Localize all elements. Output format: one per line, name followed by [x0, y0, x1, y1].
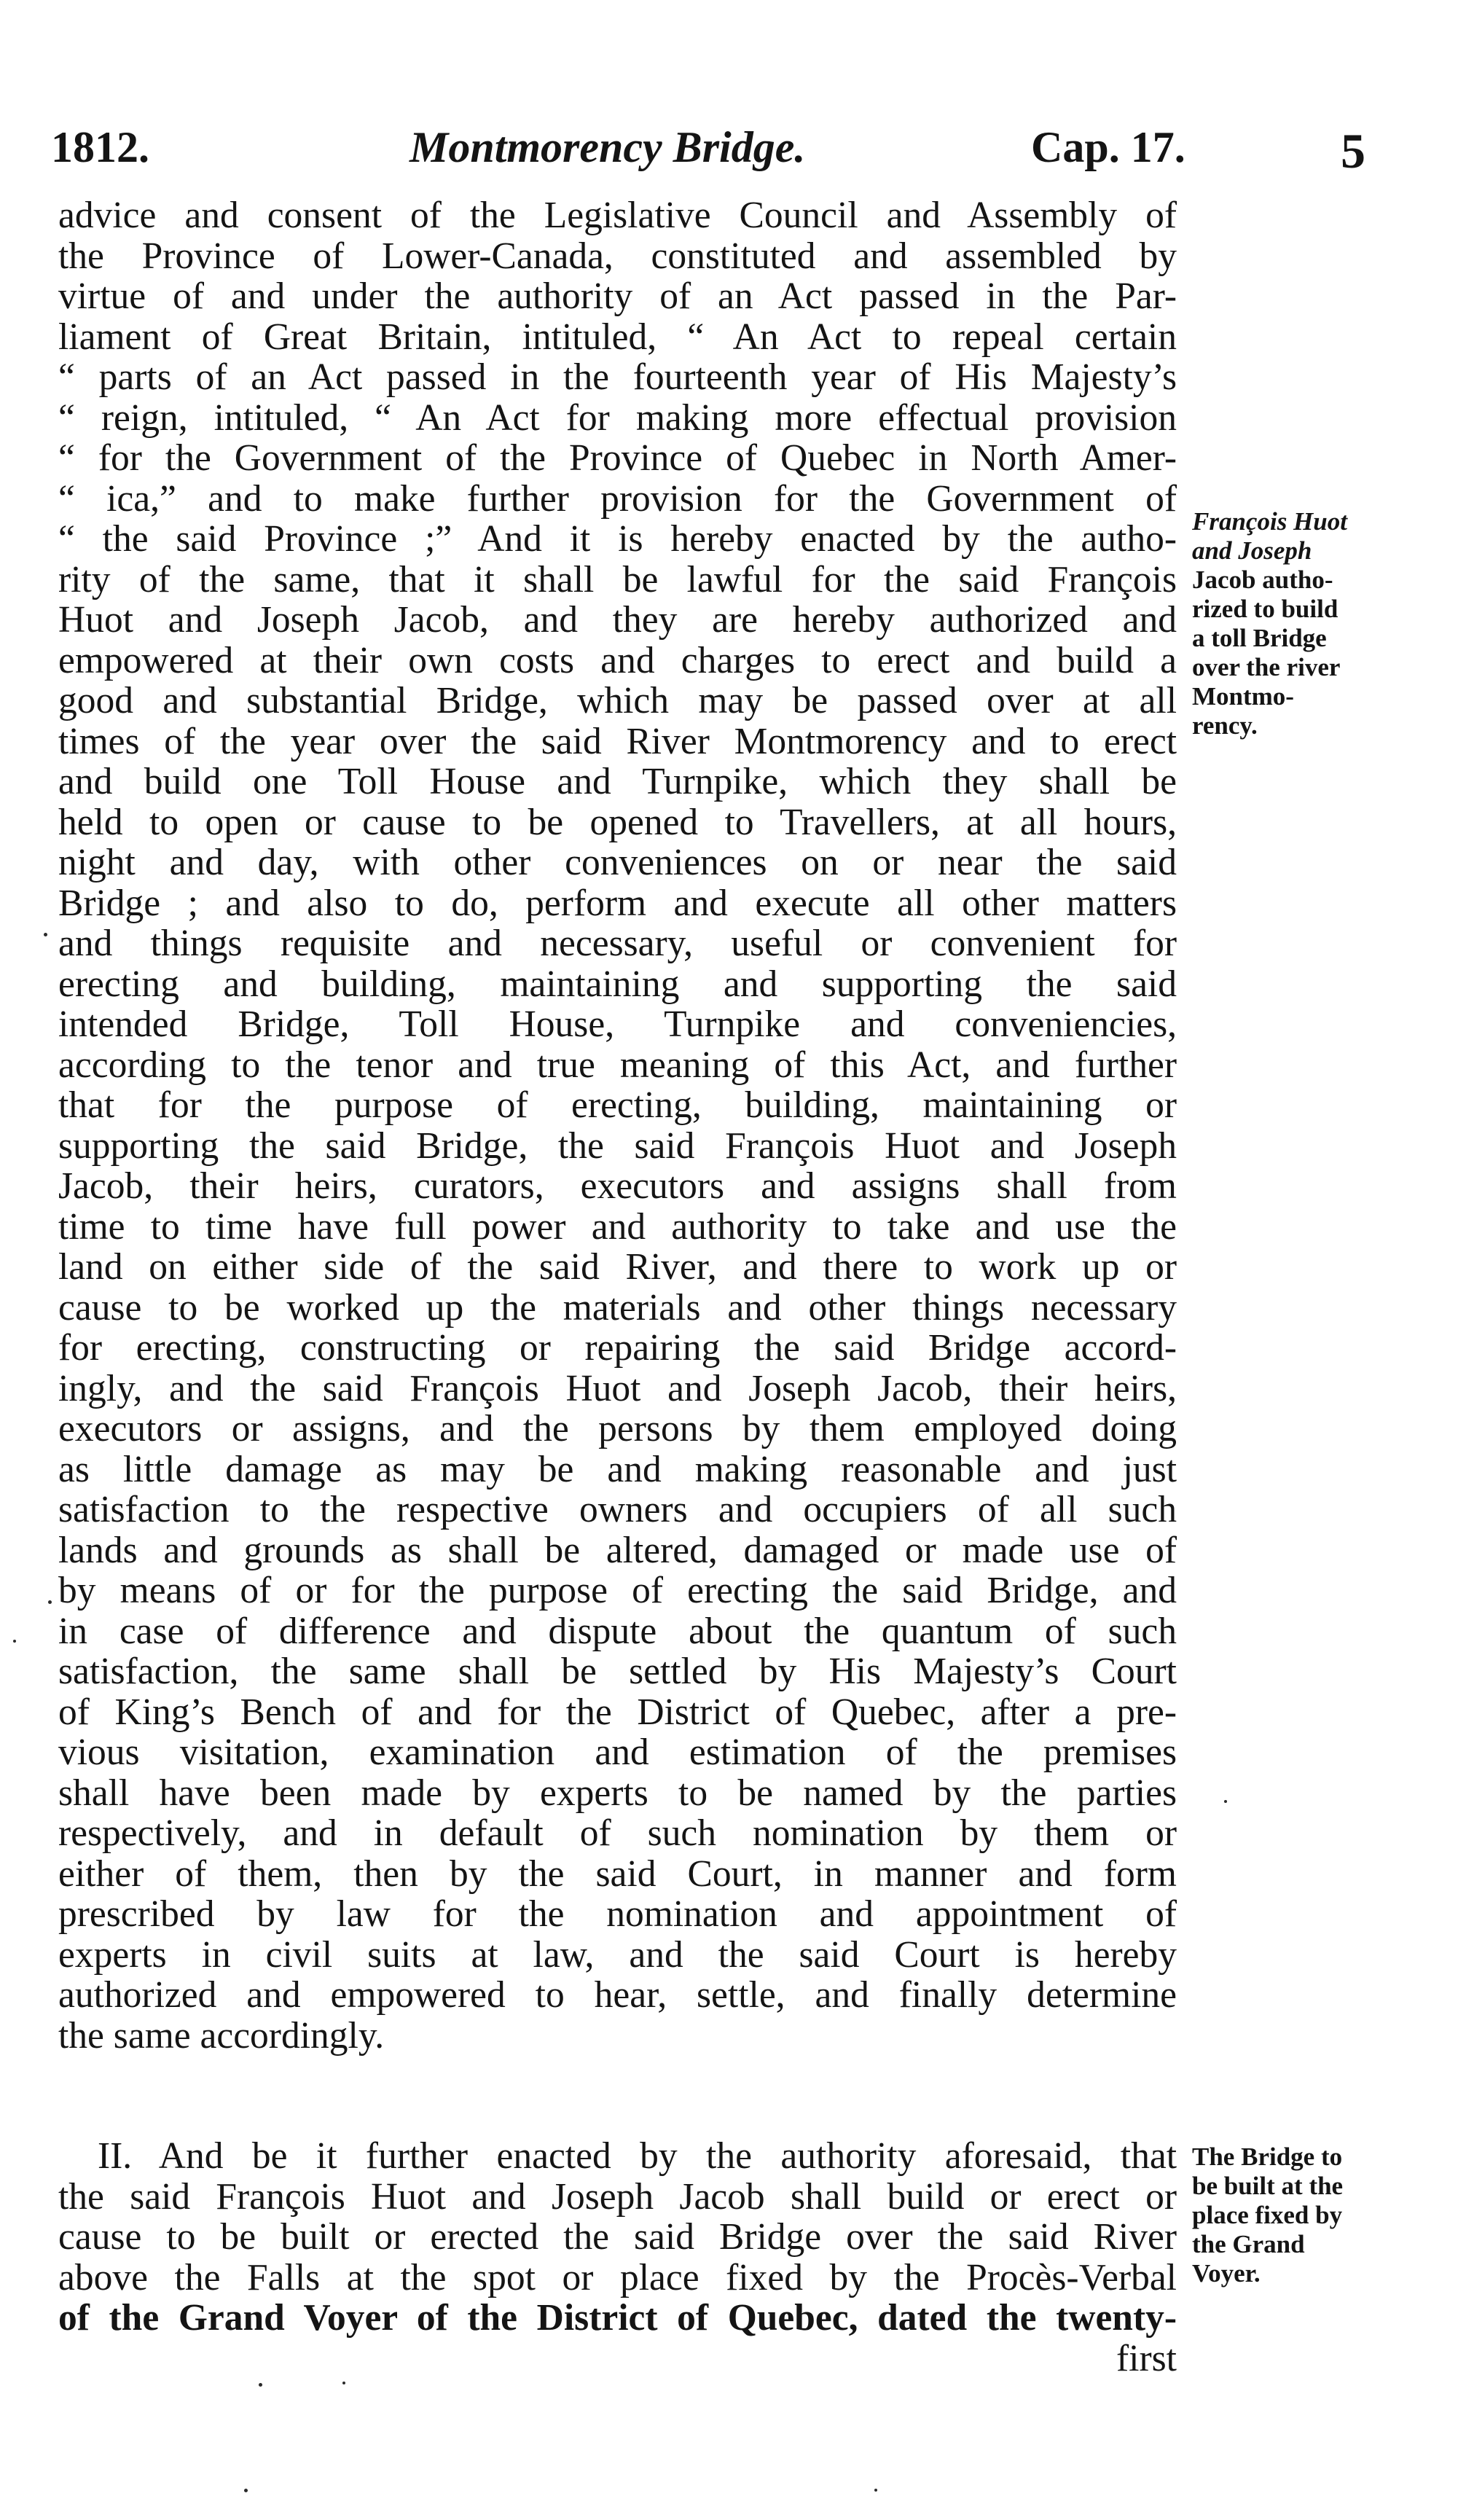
text-line: prescribed by law for the nomination and appointment of	[58, 1893, 1177, 1935]
text-line: Bridge ; and also to do, perform and execute all other matters	[58, 882, 1177, 924]
text-line: virtue of and under the authority of an Act passed in the Par-	[58, 275, 1177, 317]
text-line: cause to be worked up the materials and other things necessary	[58, 1286, 1177, 1329]
text-line: satisfaction, the same shall be settled by His Majesty’s Court	[58, 1651, 1177, 1692]
text-line: held to open or cause to be opened to Travellers, at all hours,	[58, 801, 1177, 843]
margin-note-line: rency.	[1192, 711, 1258, 740]
text-line: in case of difference and dispute about the quantum of such	[58, 1610, 1177, 1652]
text-line: “ ica,” and to make further provision for the Government of	[58, 477, 1177, 520]
text-line: shall have been made by experts to be named by the parties	[58, 1772, 1177, 1814]
margin-note-line: and Joseph	[1192, 536, 1312, 565]
margin-note-line: Jacob autho-	[1192, 566, 1333, 594]
margin-note-line: rized to build	[1192, 595, 1339, 623]
margin-note-line: Montmo-	[1192, 682, 1294, 711]
text-line: above the Falls at the spot or place fixed by the Procès-Verbal	[58, 2256, 1177, 2298]
paragraph-1	[58, 195, 1177, 2056]
margin-note-line: place fixed by	[1192, 2201, 1343, 2229]
text-line: supporting the said Bridge, the said François Huot and Joseph	[58, 1124, 1177, 1167]
text-line: according to the tenor and true meaning of this Act, and further	[58, 1044, 1177, 1086]
text-line: first	[1116, 2337, 1177, 2379]
text-line: that for the purpose of erecting, building, maintaining or	[58, 1084, 1177, 1126]
scan-speck	[44, 933, 47, 936]
text-line: executors or assigns, and the persons by them employed doing	[58, 1408, 1177, 1449]
running-header	[51, 122, 1399, 181]
text-line: lands and grounds as shall be altered, damaged or made use of	[58, 1529, 1177, 1571]
margin-note-1	[1192, 507, 1396, 740]
scan-speck	[48, 1600, 52, 1604]
scan-speck	[259, 2383, 262, 2387]
text-line: the same accordingly.	[58, 2014, 385, 2057]
text-line: “ the said Province ;” And it is hereby enacted by the autho-	[58, 518, 1177, 560]
text-line: ingly, and the said François Huot and Joseph Jacob, their heirs,	[58, 1367, 1177, 1409]
scan-speck	[1224, 1800, 1227, 1803]
text-line: Jacob, their heirs, curators, executors and assigns shall from	[58, 1165, 1177, 1207]
text-line: and things requisite and necessary, useful or convenient for	[58, 923, 1177, 964]
scan-speck	[342, 2382, 345, 2384]
text-line: “ parts of an Act passed in the fourteenth year of His Majesty’s	[58, 356, 1177, 398]
text-line: good and substantial Bridge, which may be passed over at all	[58, 680, 1177, 721]
text-line: of King’s Bench of and for the District of Quebec, after a pre-	[58, 1691, 1177, 1733]
scan-speck	[13, 1640, 16, 1643]
text-line: the Province of Lower-Canada, constituted and assembled by	[58, 235, 1177, 277]
text-line: either of them, then by the said Court, in manner and form	[58, 1852, 1177, 1895]
text-line: satisfaction to the respective owners and occupiers of all such	[58, 1489, 1177, 1530]
text-line: as little damage as may be and making reasonable and just	[58, 1448, 1177, 1490]
text-line: respectively, and in default of such nomination by them or	[58, 1812, 1177, 1854]
text-line: and build one Toll House and Turnpike, which they shall be	[58, 761, 1177, 802]
header-chapter: Cap. 17.	[1031, 123, 1185, 171]
margin-note-line: a toll Bridge	[1192, 624, 1327, 652]
margin-note-line: François Huot	[1192, 507, 1347, 536]
text-line: rity of the same, that it shall be lawful for the said François	[58, 558, 1177, 600]
header-title: Montmorency Bridge.	[409, 123, 806, 171]
text-line: land on either side of the said River, and there to work up or	[58, 1246, 1177, 1288]
text-line: vious visitation, examination and estimation of the premises	[58, 1731, 1177, 1773]
text-line: empowered at their own costs and charges to erect and build a	[58, 639, 1177, 681]
margin-note-line: Voyer.	[1192, 2259, 1261, 2288]
margin-note-line: over the river	[1192, 653, 1341, 681]
text-line: erecting and building, maintaining and supporting the said	[58, 963, 1177, 1005]
text-line: intended Bridge, Toll House, Turnpike and conveniencies,	[58, 1003, 1177, 1045]
text-line: of the Grand Voyer of the District of Quebec, dated the twenty-	[58, 2297, 1177, 2339]
text-line: night and day, with other conveniences on or near the said	[58, 842, 1177, 883]
text-line: advice and consent of the Legislative Council and Assembly of	[58, 195, 1177, 236]
margin-note-2	[1192, 2143, 1396, 2288]
text-line: experts in civil suits at law, and the said Court is hereby	[58, 1933, 1177, 1976]
text-line: II. And be it further enacted by the authority aforesaid, that	[98, 2135, 1177, 2177]
text-line: time to time have full power and authority to take and use the	[58, 1205, 1177, 1248]
margin-note-line: The Bridge to	[1192, 2143, 1343, 2171]
text-line: Huot and Joseph Jacob, and they are hereby authorized and	[58, 599, 1177, 641]
text-line: the said François Huot and Joseph Jacob shall build or erect or	[58, 2175, 1177, 2218]
header-year: 1812.	[51, 123, 149, 171]
margin-note-line: the Grand	[1192, 2230, 1305, 2258]
text-line: cause to be built or erected the said Bridge over the said River	[58, 2216, 1177, 2258]
text-line: authorized and empowered to hear, settle, and finally determine	[58, 1974, 1177, 2016]
scan-speck	[874, 2489, 877, 2492]
text-line: by means of or for the purpose of erecting the said Bridge, and	[58, 1570, 1177, 1611]
scan-speck	[244, 2489, 248, 2492]
page-number: 5	[1341, 123, 1365, 179]
text-line: “ for the Government of the Province of Quebec in North Amer-	[58, 437, 1177, 479]
text-line: times of the year over the said River Montmorency and to erect	[58, 720, 1177, 762]
text-line: liament of Great Britain, intituled, “ An Act to repeal certain	[58, 316, 1177, 358]
margin-note-line: be built at the	[1192, 2172, 1344, 2200]
paragraph-2	[58, 2136, 1177, 2379]
text-line: for erecting, constructing or repairing the said Bridge accord-	[58, 1327, 1177, 1369]
text-line: “ reign, intituled, “ An Act for making more effectual provision	[58, 396, 1177, 439]
